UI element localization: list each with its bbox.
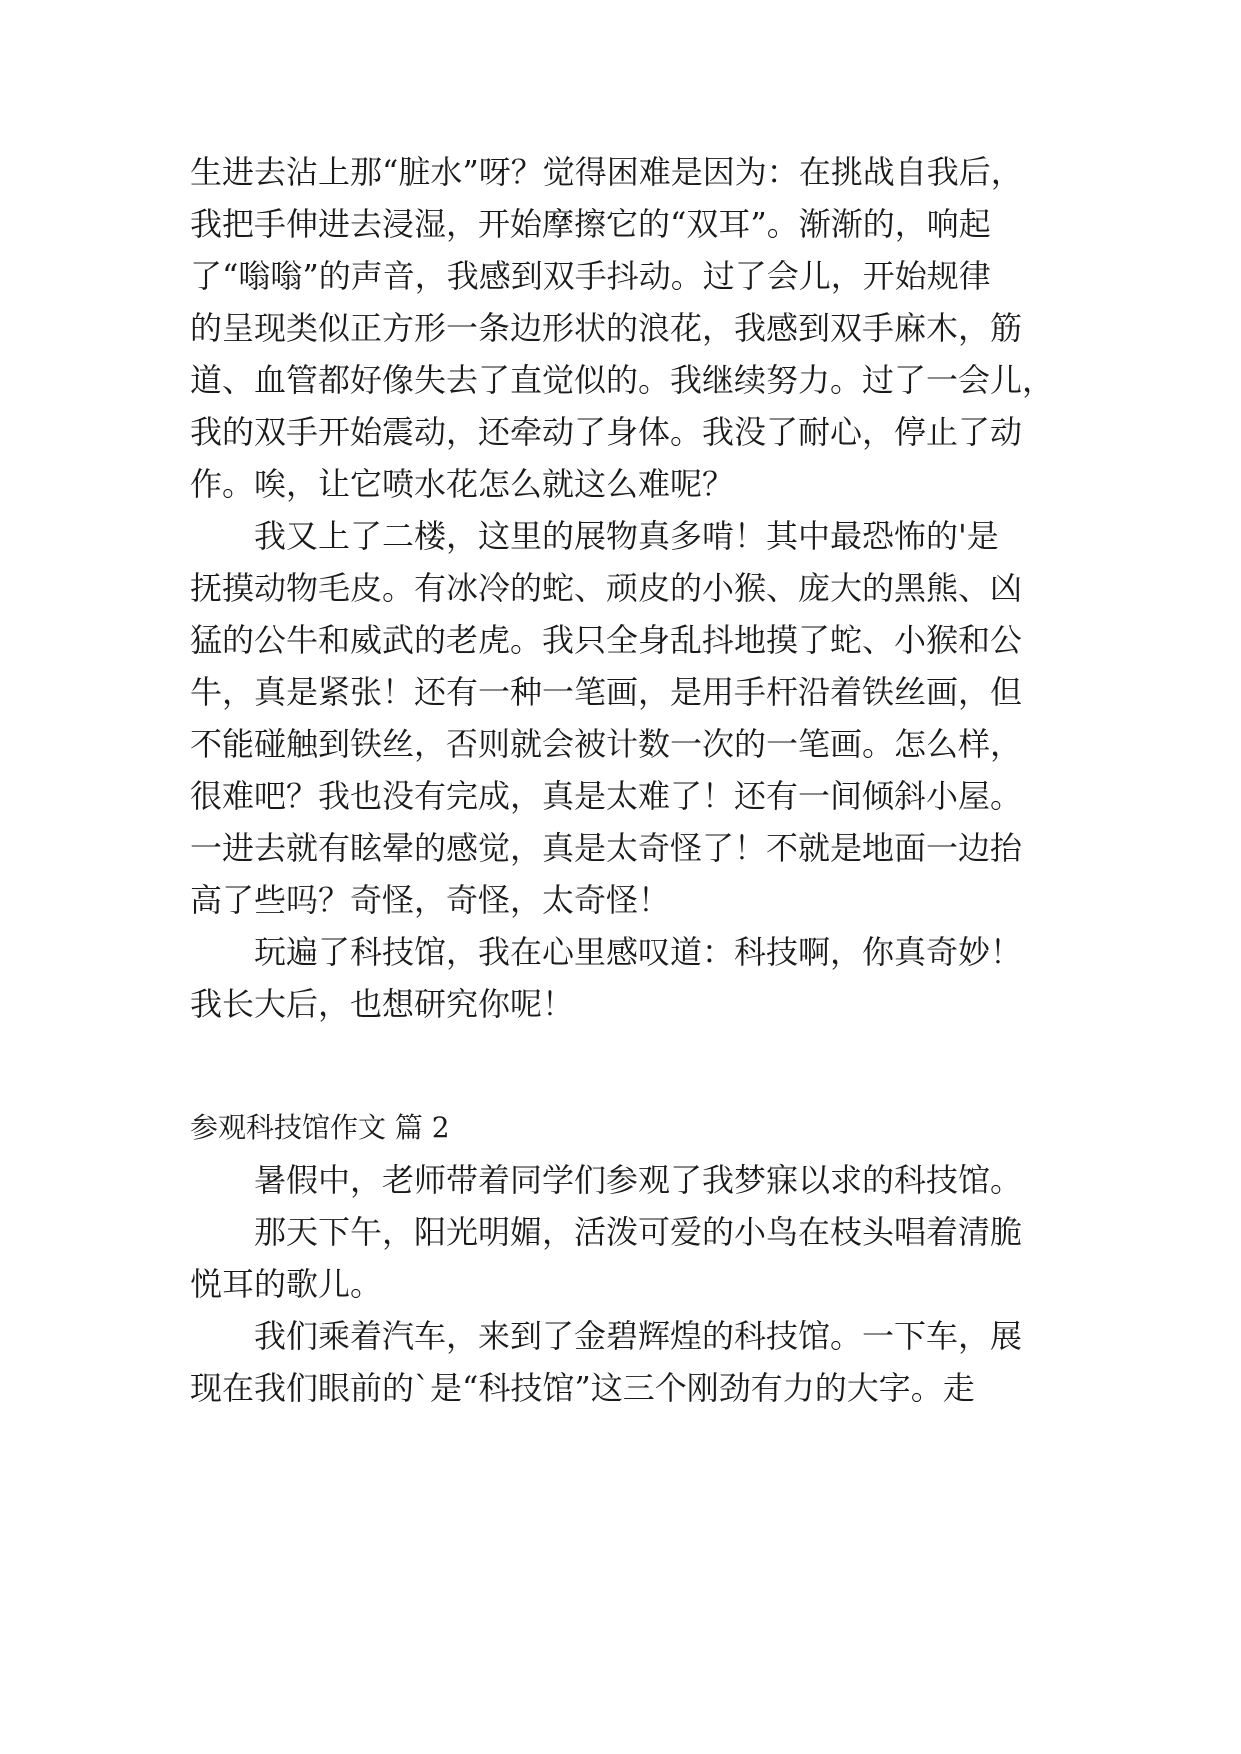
section-paragraph-3-line-1: 我们乘着汽车，来到了金碧辉煌的科技馆。一下车，展 [254,1317,1023,1355]
paragraph-1-line-2: 我把手伸进去浸湿，开始摩擦它的“双耳”。渐渐的，响起 [190,205,991,243]
paragraph-1-line-4: 的呈现类似正方形一条边形状的浪花，我感到双手麻木，筋 [190,309,1023,347]
paragraph-2-line-2: 抚摸动物毛皮。有冰冷的蛇、顽皮的小猴、庞大的黑熊、凶 [190,569,1023,607]
section-paragraph-2-line-2: 悦耳的歌儿。 [190,1265,383,1303]
paragraph-1-line-7: 作。唉，让它喷水花怎么就这么难呢？ [190,465,735,503]
paragraph-2-line-3: 猛的公牛和威武的老虎。我只全身乱抖地摸了蛇、小猴和公 [190,621,1023,659]
paragraph-1-line-1: 生进去沾上那“脏水”呀？觉得困难是因为：在挑战自我后， [190,153,1023,191]
paragraph-3-line-1: 玩遍了科技馆，我在心里感叹道：科技啊，你真奇妙！ [254,933,1023,971]
paragraph-3-line-2: 我长大后，也想研究你呢！ [190,985,575,1023]
paragraph-2-line-7: 一进去就有眩晕的感觉，真是太奇怪了！不就是地面一边抬 [190,829,1023,867]
section-title: 参观科技馆作文 篇 2 [190,1111,450,1144]
paragraph-2-line-8: 高了些吗？奇怪，奇怪，太奇怪！ [190,881,671,919]
paragraph-2-line-6: 很难吧？我也没有完成，真是太难了！还有一间倾斜小屋。 [190,777,1023,815]
paragraph-2-line-5: 不能碰触到铁丝，否则就会被计数一次的一笔画。怎么样， [190,725,1023,763]
section-paragraph-1-line-1: 暑假中，老师带着同学们参观了我梦寐以求的科技馆。 [254,1161,1023,1199]
paragraph-1-line-5: 道、血管都好像失去了直觉似的。我继续努力。过了一会儿， [190,361,1055,399]
paragraph-2-line-4: 牛，真是紧张！还有一种一笔画，是用手杆沿着铁丝画，但 [190,673,1023,711]
paragraph-2-line-1: 我又上了二楼，这里的展物真多啃！其中最恐怖的'是 [254,517,999,555]
paragraph-1-line-6: 我的双手开始震动，还牵动了身体。我没了耐心，停止了动 [190,413,1023,451]
section-paragraph-3-line-2: 现在我们眼前的`是“科技馆”这三个刚劲有力的大字。走 [190,1369,975,1407]
section-paragraph-2-line-1: 那天下午，阳光明媚，活泼可爱的小鸟在枝头唱着清脆 [254,1213,1023,1251]
paragraph-1-line-3: 了“嗡嗡”的声音，我感到双手抖动。过了会儿，开始规律 [190,257,991,295]
